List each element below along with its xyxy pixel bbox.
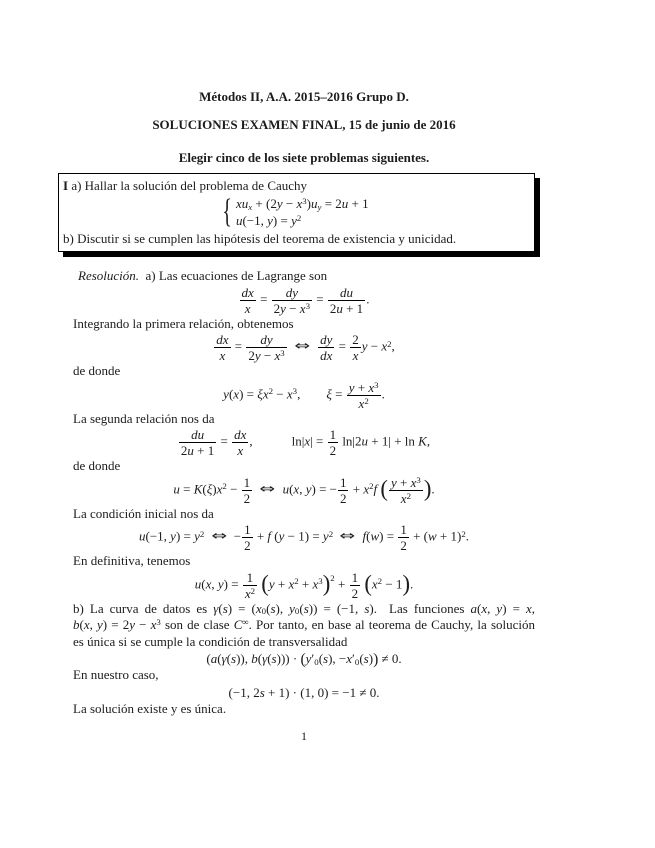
text-segunda-relacion: La segunda relación nos da [73, 410, 215, 426]
eq-y-solution: $y(x) = \xi x^2 - x^3$, ξ = $\frac{y + x^3}{x^2}$ . [223, 379, 385, 411]
eq-initial-condition: u(−1, $y) = y^2$ ⇔ − $\frac{1}{2}$ + f $(y - 1) = y^2$ ⇔ f(w) = $\frac{1}{2}$ + $(w + 1)^2$. [138, 522, 470, 553]
text-integrando: Integrando la primera relación, obtenemos [73, 315, 294, 331]
problem-statement-b: b) Discutir si se cumplen las hipótesis del teorema de existencia y unicidad. [63, 231, 457, 246]
text-conclusion: La solución existe y es única. [73, 700, 227, 716]
problem-statement-a: I a) Hallar la solución del problema de Cauchy [63, 178, 308, 193]
text-nuestro-caso: En nuestro caso, [73, 667, 159, 682]
instruction-line: Elegir cinco de los siete problemas siguientes. [178, 150, 430, 165]
text-en-definitiva: En definitiva, tenemos [73, 553, 191, 568]
eq-lagrange: $\frac{dx}{x}$ = $\frac{dy}{2y - x^3}$ = $\frac{du}{2u + 1}$ . [241, 284, 370, 316]
system-equation-1: $xu_x + (2y - x^3)u_y = 2u + 1$ [235, 196, 369, 212]
part-b-line-2: b(x, $y) = 2y - x^3$ son de clase C∞. Por tanto, en base al teorema de Cauchy, la solución [73, 617, 535, 632]
solution-intro: Resolución. a) Las ecuaciones de Lagrange son [78, 268, 328, 283]
solution-section [73, 268, 535, 717]
text-condicion-inicial: La condición inicial nos da [73, 505, 214, 521]
system-left-brace: { [222, 193, 232, 231]
part-b-line-1: b) La curva de datos es $\gamma(s) = (x_0(s)$, $y_0(s)) = (-1$, s). Las funciones a(x, y) = x, [73, 600, 535, 617]
eq-u-final: u(x, y) = $\frac{1}{x^2}$ $(y + x^2 + x^3)^2$ + $\frac{1}{2}$ $(x^2 - 1)$. [194, 569, 414, 601]
part-b-line-3: es única si se cumple la condición de transversalidad [73, 633, 348, 649]
eq-u-general: $u = K(\xi)x^2$ − $\frac{1}{2}$ ⇔ u(x, y) = − $\frac{1}{2}$ + $x^2f$ ( $\frac{y + x^3}{x^2}$ ). [173, 474, 435, 506]
eq-our-case: (−1, 2s + 1) · (1, 0) = −1 ≠ 0. [228, 684, 380, 700]
eq-transversality: (a(γ(s)), $b(\gamma(s))) \cdot (y'_0(s)$, $-x'_0(s)) \ne 0$. [206, 651, 402, 668]
paragraph-part-b [73, 601, 535, 651]
system-equation-2: u(−1, $y) = y^2$ [235, 213, 302, 228]
system-equations [236, 195, 369, 229]
page-number: 1 [301, 729, 307, 743]
eq-ode: $\frac{dx}{x}$ = $\frac{dy}{2y - x^3}$ ⇔ $\frac{dy}{dx}$ = $\frac{2}{x}$ $y - x^2$, [216, 332, 395, 363]
problem-box [58, 173, 535, 252]
text-de-donde-1: de donde [73, 363, 121, 378]
course-title: Métodos II, A.A. 2015–2016 Grupo D. [199, 89, 409, 104]
exam-title: SOLUCIONES EXAMEN FINAL, 15 de junio de 2016 [152, 117, 456, 132]
text-de-donde-2: de donde [73, 458, 121, 473]
eq-du-relation: $\frac{du}{2u + 1}$ = $\frac{dx}{x}$ , ln|x| = $\frac{1}{2}$ ln|2u + 1| + ln K, [180, 427, 431, 458]
cauchy-system [63, 195, 528, 229]
